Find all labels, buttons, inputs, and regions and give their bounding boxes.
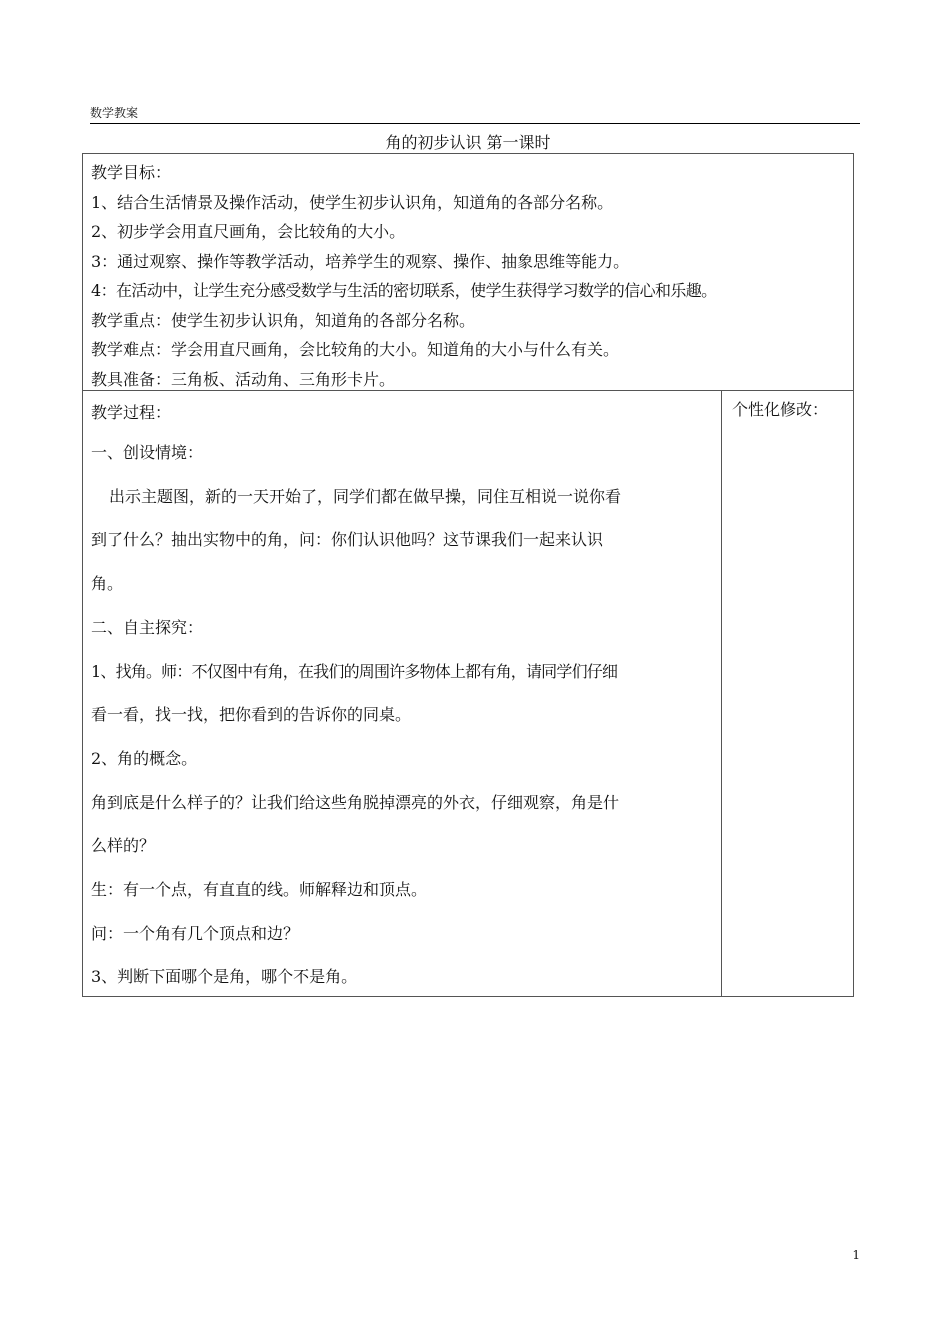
difficult-point: 教学难点：学会用直尺画角，会比较角的大小。知道角的大小与什么有关。	[91, 340, 620, 359]
key-point: 教学重点：使学生初步认识角，知道角的各部分名称。	[91, 310, 476, 330]
objective-item: 1、结合生活情景及操作活动，使学生初步认识角，知道角的各部分名称。	[91, 192, 614, 212]
header-text: 数学教案	[90, 106, 139, 120]
process-line: 角到底是什么样子的？让我们给这些角脱掉漂亮的外衣，仔细观察，角是什	[91, 792, 620, 812]
process-line: 3、判断下面哪个是角，哪个不是角。	[91, 967, 358, 987]
process-line: 一、创设情境：	[91, 443, 204, 462]
objectives-box	[82, 153, 854, 391]
document-header	[90, 104, 860, 124]
process-line: 出示主题图，新的一天开始了，同学们都在做早操，同住互相说一说你看	[109, 486, 622, 506]
objective-item: 4：在活动中，让学生充分感受数学与生活的密切联系，使学生获得学习数学的信心和乐趣。	[91, 281, 717, 300]
process-line: 角。	[91, 574, 124, 594]
process-column	[83, 391, 722, 996]
notes-label: 个性化修改：	[732, 400, 829, 419]
process-box	[82, 390, 854, 997]
process-line: 二、自主探究：	[91, 617, 204, 637]
page-number: 1	[852, 1248, 860, 1262]
objective-item: 3：通过观察、操作等教学活动，培养学生的观察、操作、抽象思维等能力。	[91, 251, 630, 271]
lesson-title: 角的初步认识 第一课时	[385, 133, 551, 152]
process-line: 看一看，找一找，把你看到的告诉你的同桌。	[91, 705, 412, 725]
teaching-aids: 教具准备：三角板、活动角、三角形卡片。	[91, 369, 396, 389]
process-line: 么样的？	[91, 836, 156, 856]
process-line: 问：一个角有几个顶点和边？	[91, 923, 300, 943]
objective-item: 2、初步学会用直尺画角，会比较角的大小。	[91, 222, 406, 241]
process-line: 2、角的概念。	[91, 748, 198, 768]
process-line: 到了什么？抽出实物中的角，问：你们认识他吗？这节课我们一起来认识	[91, 530, 604, 550]
process-line: 1、找角。师：不仅图中有角，在我们的周围许多物体上都有角，请同学们仔细	[91, 661, 618, 681]
process-heading: 教学过程：	[91, 403, 172, 422]
process-line: 生：有一个点，有直直的线。师解释边和顶点。	[91, 880, 428, 900]
objectives-heading: 教学目标：	[91, 163, 172, 182]
notes-column	[722, 391, 853, 996]
